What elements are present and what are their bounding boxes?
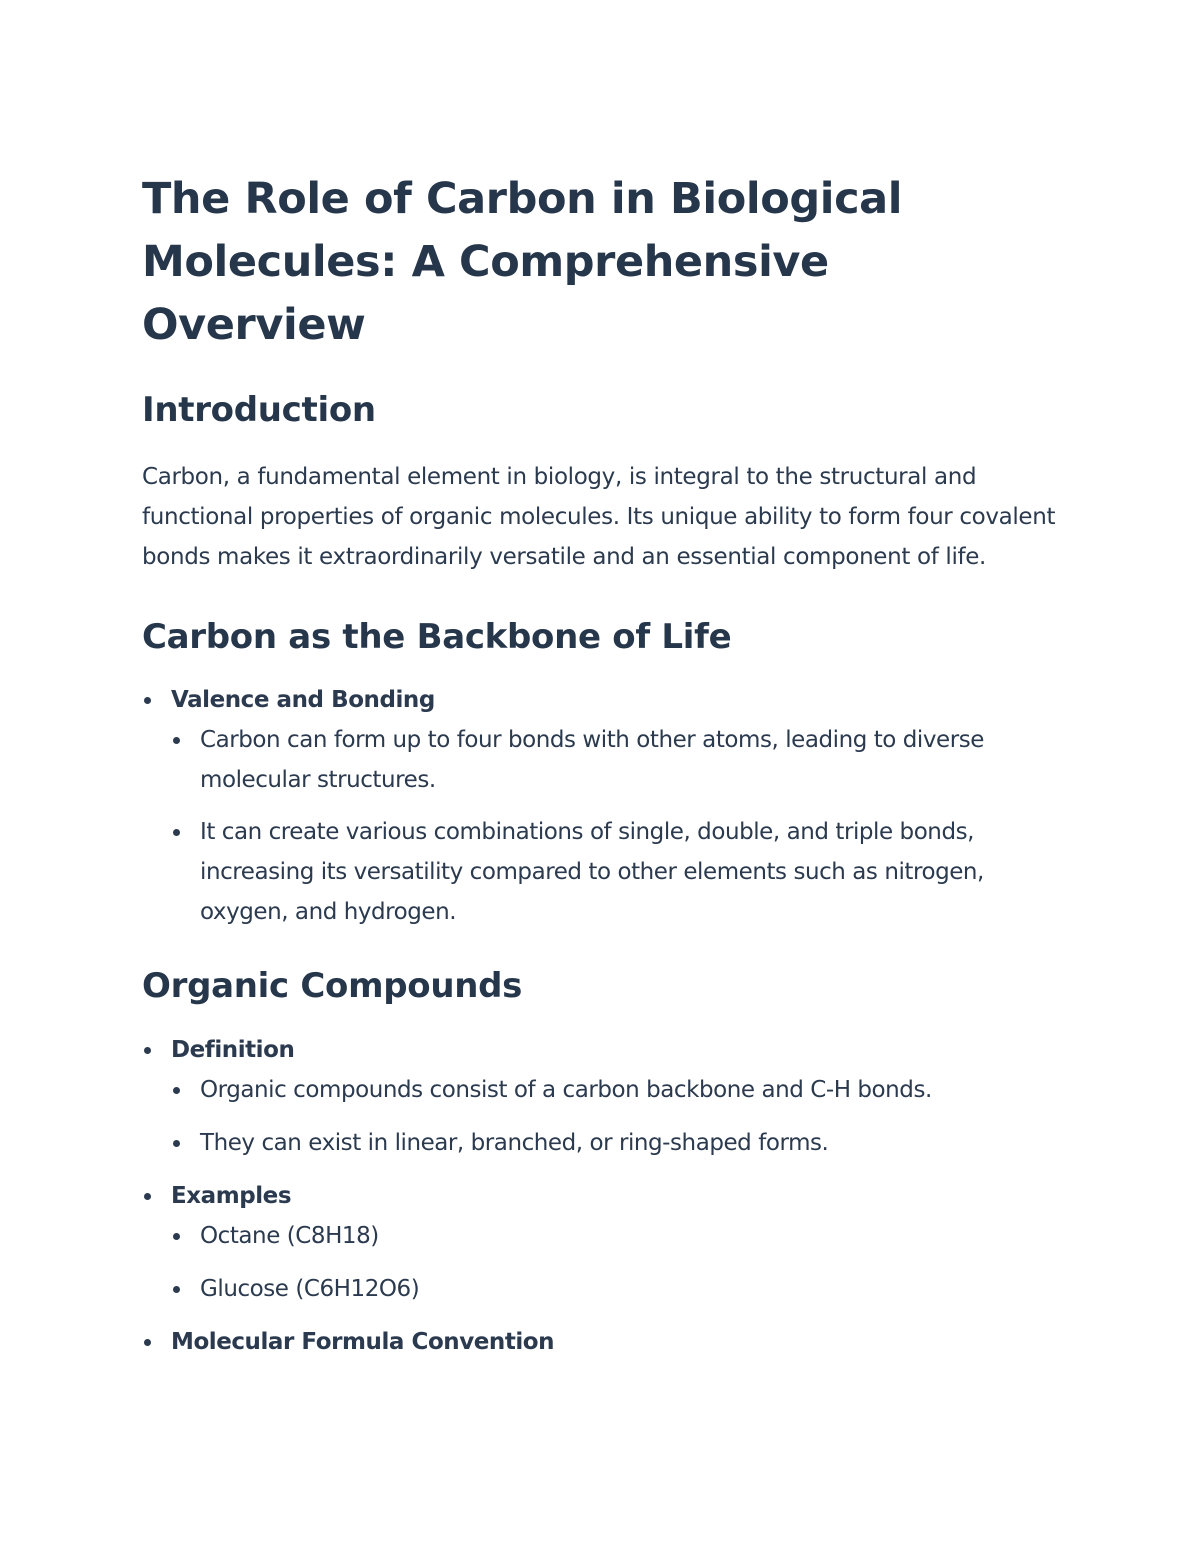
bullet-icon: [173, 1233, 180, 1240]
bullet-icon: [144, 1339, 151, 1346]
sub-list-item: [171, 720, 1062, 800]
bullet-icon: [144, 1047, 151, 1054]
sub-list: [171, 1070, 1062, 1163]
sub-list-item: [171, 1216, 1062, 1256]
heading-carbon-backbone: Carbon as the Backbone of Life: [142, 617, 732, 657]
list-item: [142, 1030, 1062, 1163]
list-item-label: Valence and Bonding: [171, 687, 435, 713]
sub-list-item: [171, 812, 1062, 932]
document-title: The Role of Carbon in Biological Molecules: A Comprehensive Overview: [142, 174, 903, 350]
list-item: [142, 680, 1062, 932]
heading-introduction: Introduction: [142, 390, 376, 430]
sub-list: [171, 1216, 1062, 1309]
bullet-icon: [173, 829, 180, 836]
sub-list-item: [171, 1123, 1062, 1163]
sub-list-item: [171, 1070, 1062, 1110]
sub-list-item: [171, 1269, 1062, 1309]
bullet-icon: [173, 737, 180, 744]
sub-list-item-text: Organic compounds consist of a carbon backbone and C-H bonds.: [200, 1077, 932, 1103]
document-page: [142, 168, 1062, 1362]
sub-list-item-text: Carbon can form up to four bonds with other atoms, leading to diverse molecular structures.: [200, 727, 984, 793]
sub-list-item-text: Octane (C8H18): [200, 1223, 379, 1249]
list-item-label: Definition: [171, 1037, 295, 1063]
list-item: [142, 1176, 1062, 1309]
bullet-icon: [144, 697, 151, 704]
bullet-icon: [173, 1087, 180, 1094]
bullet-icon: [144, 1193, 151, 1200]
sub-list-item-text: It can create various combinations of single, double, and triple bonds, increasing its versatility compared to other elements such as nitrogen, oxygen, and hydrogen.: [200, 819, 984, 925]
list-item-label: Molecular Formula Convention: [171, 1329, 555, 1355]
organic-list: [142, 1030, 1062, 1362]
list-item: [142, 1322, 1062, 1362]
list-item-label: Examples: [171, 1183, 292, 1209]
bullet-icon: [173, 1140, 180, 1147]
introduction-paragraph: Carbon, a fundamental element in biology, is integral to the structural and functional properties of organic molecules. Its unique ability to form four covalent bonds makes it extraordinarily versatile and an essential component of life.: [142, 464, 1056, 570]
sub-list: [171, 720, 1062, 932]
bullet-icon: [173, 1286, 180, 1293]
backbone-list: [142, 680, 1062, 932]
heading-organic-compounds: Organic Compounds: [142, 966, 523, 1006]
sub-list-item-text: Glucose (C6H12O6): [200, 1276, 420, 1302]
sub-list-item-text: They can exist in linear, branched, or ring-shaped forms.: [200, 1130, 829, 1156]
